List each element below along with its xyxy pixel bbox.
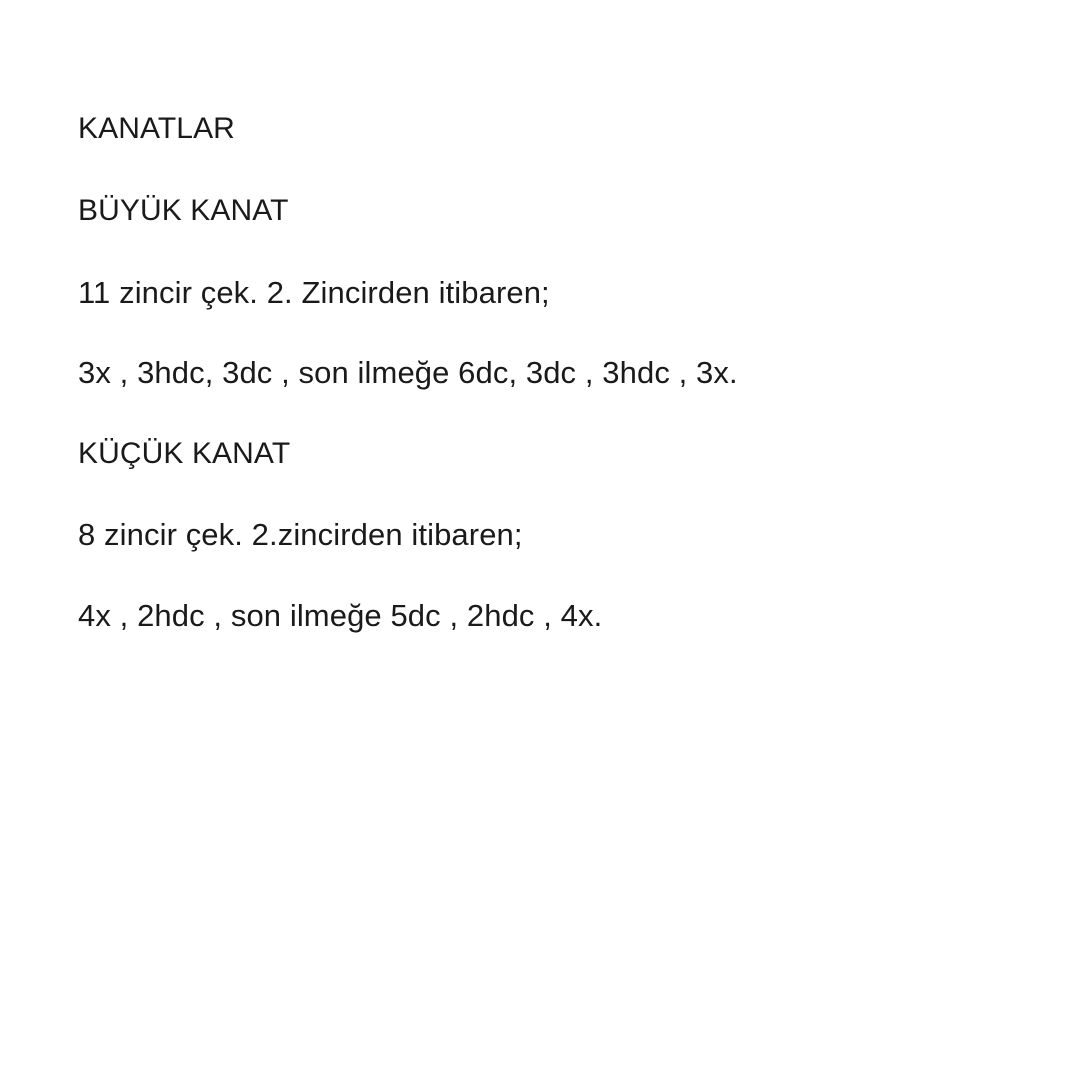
kucuk-kanat-step-2: 4x , 2hdc , son ilmeğe 5dc , 2hdc , 4x.	[78, 598, 603, 633]
title-kanatlar: KANATLAR	[78, 112, 235, 145]
section-kucuk-kanat: KÜÇÜK KANAT	[78, 437, 291, 470]
buyuk-kanat-step-2: 3x , 3hdc, 3dc , son ilmeğe 6dc, 3dc , 3hdc , 3x.	[78, 355, 738, 390]
section-buyuk-kanat: BÜYÜK KANAT	[78, 194, 289, 227]
buyuk-kanat-step-1: 11 zincir çek. 2. Zincirden itibaren;	[78, 275, 550, 310]
kucuk-kanat-step-1: 8 zincir çek. 2.zincirden itibaren;	[78, 517, 523, 552]
